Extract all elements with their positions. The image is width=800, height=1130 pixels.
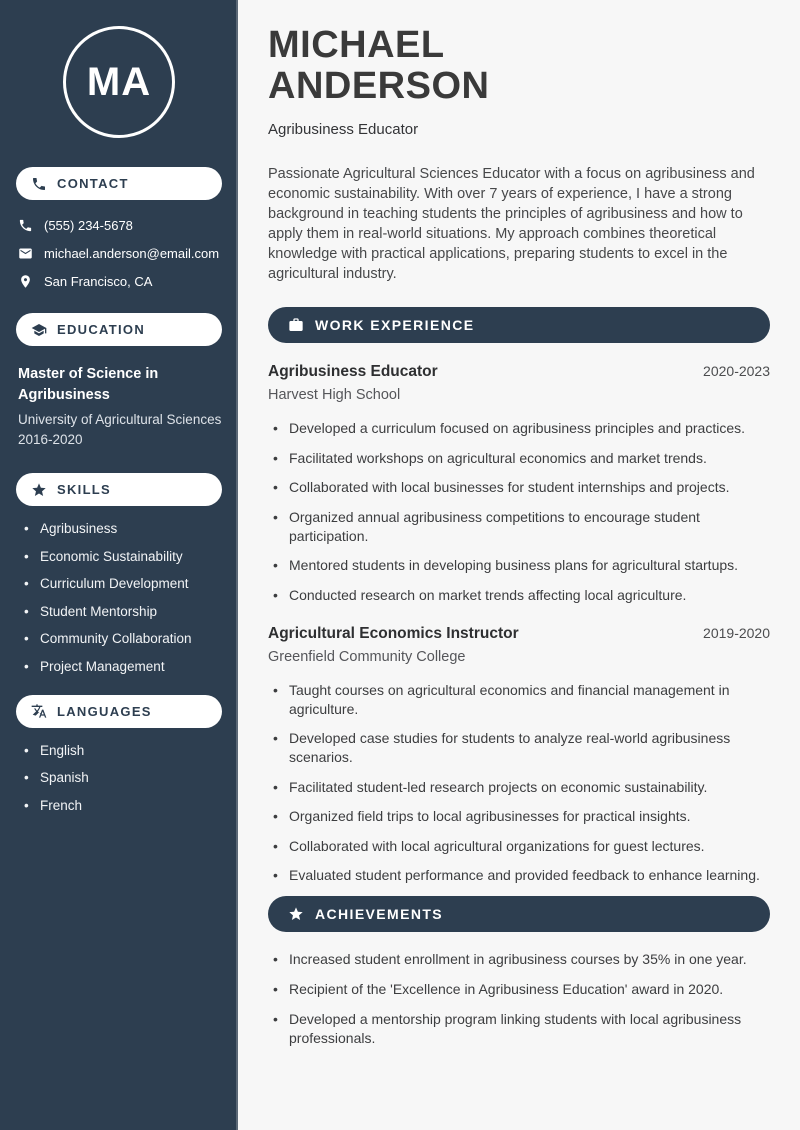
achievement-bullet: • Recipient of the 'Excellence in Agribusiness Education' award in 2020. [273, 980, 770, 999]
graduation-cap-icon [31, 322, 47, 338]
job-company: Greenfield Community College [268, 648, 466, 665]
education-degree: Master of Science in Agribusiness [18, 366, 159, 403]
location-icon [18, 274, 33, 289]
job-role: Agribusiness Educator [268, 363, 438, 380]
education-section-header [16, 313, 222, 346]
job-bullet: • Conducted research on market trends affecting local agriculture. [273, 586, 770, 605]
phone-icon [31, 176, 47, 192]
email-icon [18, 246, 33, 261]
skills-list [16, 521, 222, 675]
contact-list [16, 216, 222, 290]
skills-section-header [16, 473, 222, 506]
education-institution: University of Agricultural Sciences [18, 412, 222, 427]
star-icon [31, 482, 47, 498]
name-line-1: MICHAEL [268, 24, 445, 66]
main-content [238, 0, 800, 1130]
job-bullet: • Facilitated student-led research projects on economic sustainability. [273, 778, 770, 797]
location-text: San Francisco, CA [44, 273, 153, 289]
job-entry [268, 625, 770, 886]
name-line-2: ANDERSON [268, 65, 490, 107]
work-experience-section-title: WORK EXPERIENCE [315, 317, 475, 333]
avatar-initials: MA [86, 59, 152, 104]
language-item: • English [24, 743, 222, 759]
languages-section-title: LANGUAGES [57, 703, 152, 719]
candidate-job-title: Agribusiness Educator [268, 121, 419, 138]
job-bullet: • Mentored students in developing business plans for agricultural startups. [273, 556, 770, 575]
briefcase-icon [288, 317, 304, 333]
job-bullet: • Collaborated with local businesses for student internships and projects. [273, 478, 770, 497]
job-bullet-list [268, 419, 770, 605]
skill-item: • Student Mentorship [24, 604, 222, 620]
job-company: Harvest High School [268, 387, 401, 403]
achievements-list [268, 950, 770, 1048]
job-dates: 2019-2020 [703, 624, 770, 641]
contact-section-title: CONTACT [57, 176, 129, 191]
phone-icon [18, 218, 33, 233]
skill-item: • Project Management [24, 659, 222, 675]
education-entry [16, 364, 222, 450]
job-bullet: • Developed case studies for students to analyze real-world agribusiness scenarios. [273, 729, 770, 767]
skill-item: • Economic Sustainability [24, 549, 222, 565]
job-bullet: • Facilitated workshops on agricultural economics and market trends. [273, 449, 770, 468]
professional-summary: Passionate Agricultural Sciences Educator with a focus on agribusiness and economic sustainability. With over 7 years of experience, I have a strong background in teaching students the principles of agribusiness and how to apply them in real-world situations. My approach combines theoretical knowledge with practical applications, preparing students to excel in the agricultural industry. [268, 166, 755, 282]
contact-section-header [16, 167, 222, 200]
language-item: • Spanish [24, 770, 222, 786]
job-dates: 2020-2023 [703, 363, 770, 379]
achievements-section-header [268, 896, 770, 932]
skill-item: • Curriculum Development [24, 576, 222, 592]
job-bullet-list [268, 681, 770, 886]
achievement-bullet: • Increased student enrollment in agribusiness courses by 35% in one year. [273, 950, 770, 969]
job-bullet: • Developed a curriculum focused on agribusiness principles and practices. [273, 419, 770, 438]
education-section-title: EDUCATION [57, 322, 146, 337]
skill-item: • Agribusiness [24, 521, 222, 537]
skills-section-title: SKILLS [57, 482, 112, 497]
job-header [268, 625, 770, 643]
email-address: michael.anderson@email.com [44, 245, 220, 261]
job-bullet: • Organized field trips to local agribusinesses for practical insights. [273, 807, 770, 826]
languages-list [16, 743, 222, 814]
job-bullet: • Taught courses on agricultural economics and financial management in agriculture. [273, 681, 770, 719]
skill-item: • Community Collaboration [24, 631, 222, 647]
avatar [63, 26, 175, 138]
education-years: 2016-2020 [18, 432, 83, 447]
achievement-bullet: • Developed a mentorship program linking students with local agribusiness professionals. [273, 1010, 770, 1048]
job-entry [268, 363, 770, 605]
job-role: Agricultural Economics Instructor [268, 624, 519, 642]
contact-location-row [16, 272, 222, 290]
languages-section-header [16, 695, 222, 728]
star-icon [288, 906, 304, 922]
candidate-name [268, 25, 770, 107]
job-bullet: • Collaborated with local agricultural organizations for guest lectures. [273, 837, 770, 856]
achievements-section-title: ACHIEVEMENTS [315, 905, 444, 922]
sidebar [0, 0, 238, 1130]
job-bullet: • Evaluated student performance and provided feedback to enhance learning. [273, 866, 770, 885]
work-experience-section-header [268, 307, 770, 343]
phone-number: (555) 234-5678 [44, 217, 133, 233]
contact-email-row [16, 244, 222, 262]
job-header [268, 363, 770, 381]
language-item: • French [24, 798, 222, 814]
contact-phone-row [16, 216, 222, 234]
translate-icon [31, 703, 47, 719]
job-bullet: • Organized annual agribusiness competitions to encourage student participation. [273, 508, 770, 546]
